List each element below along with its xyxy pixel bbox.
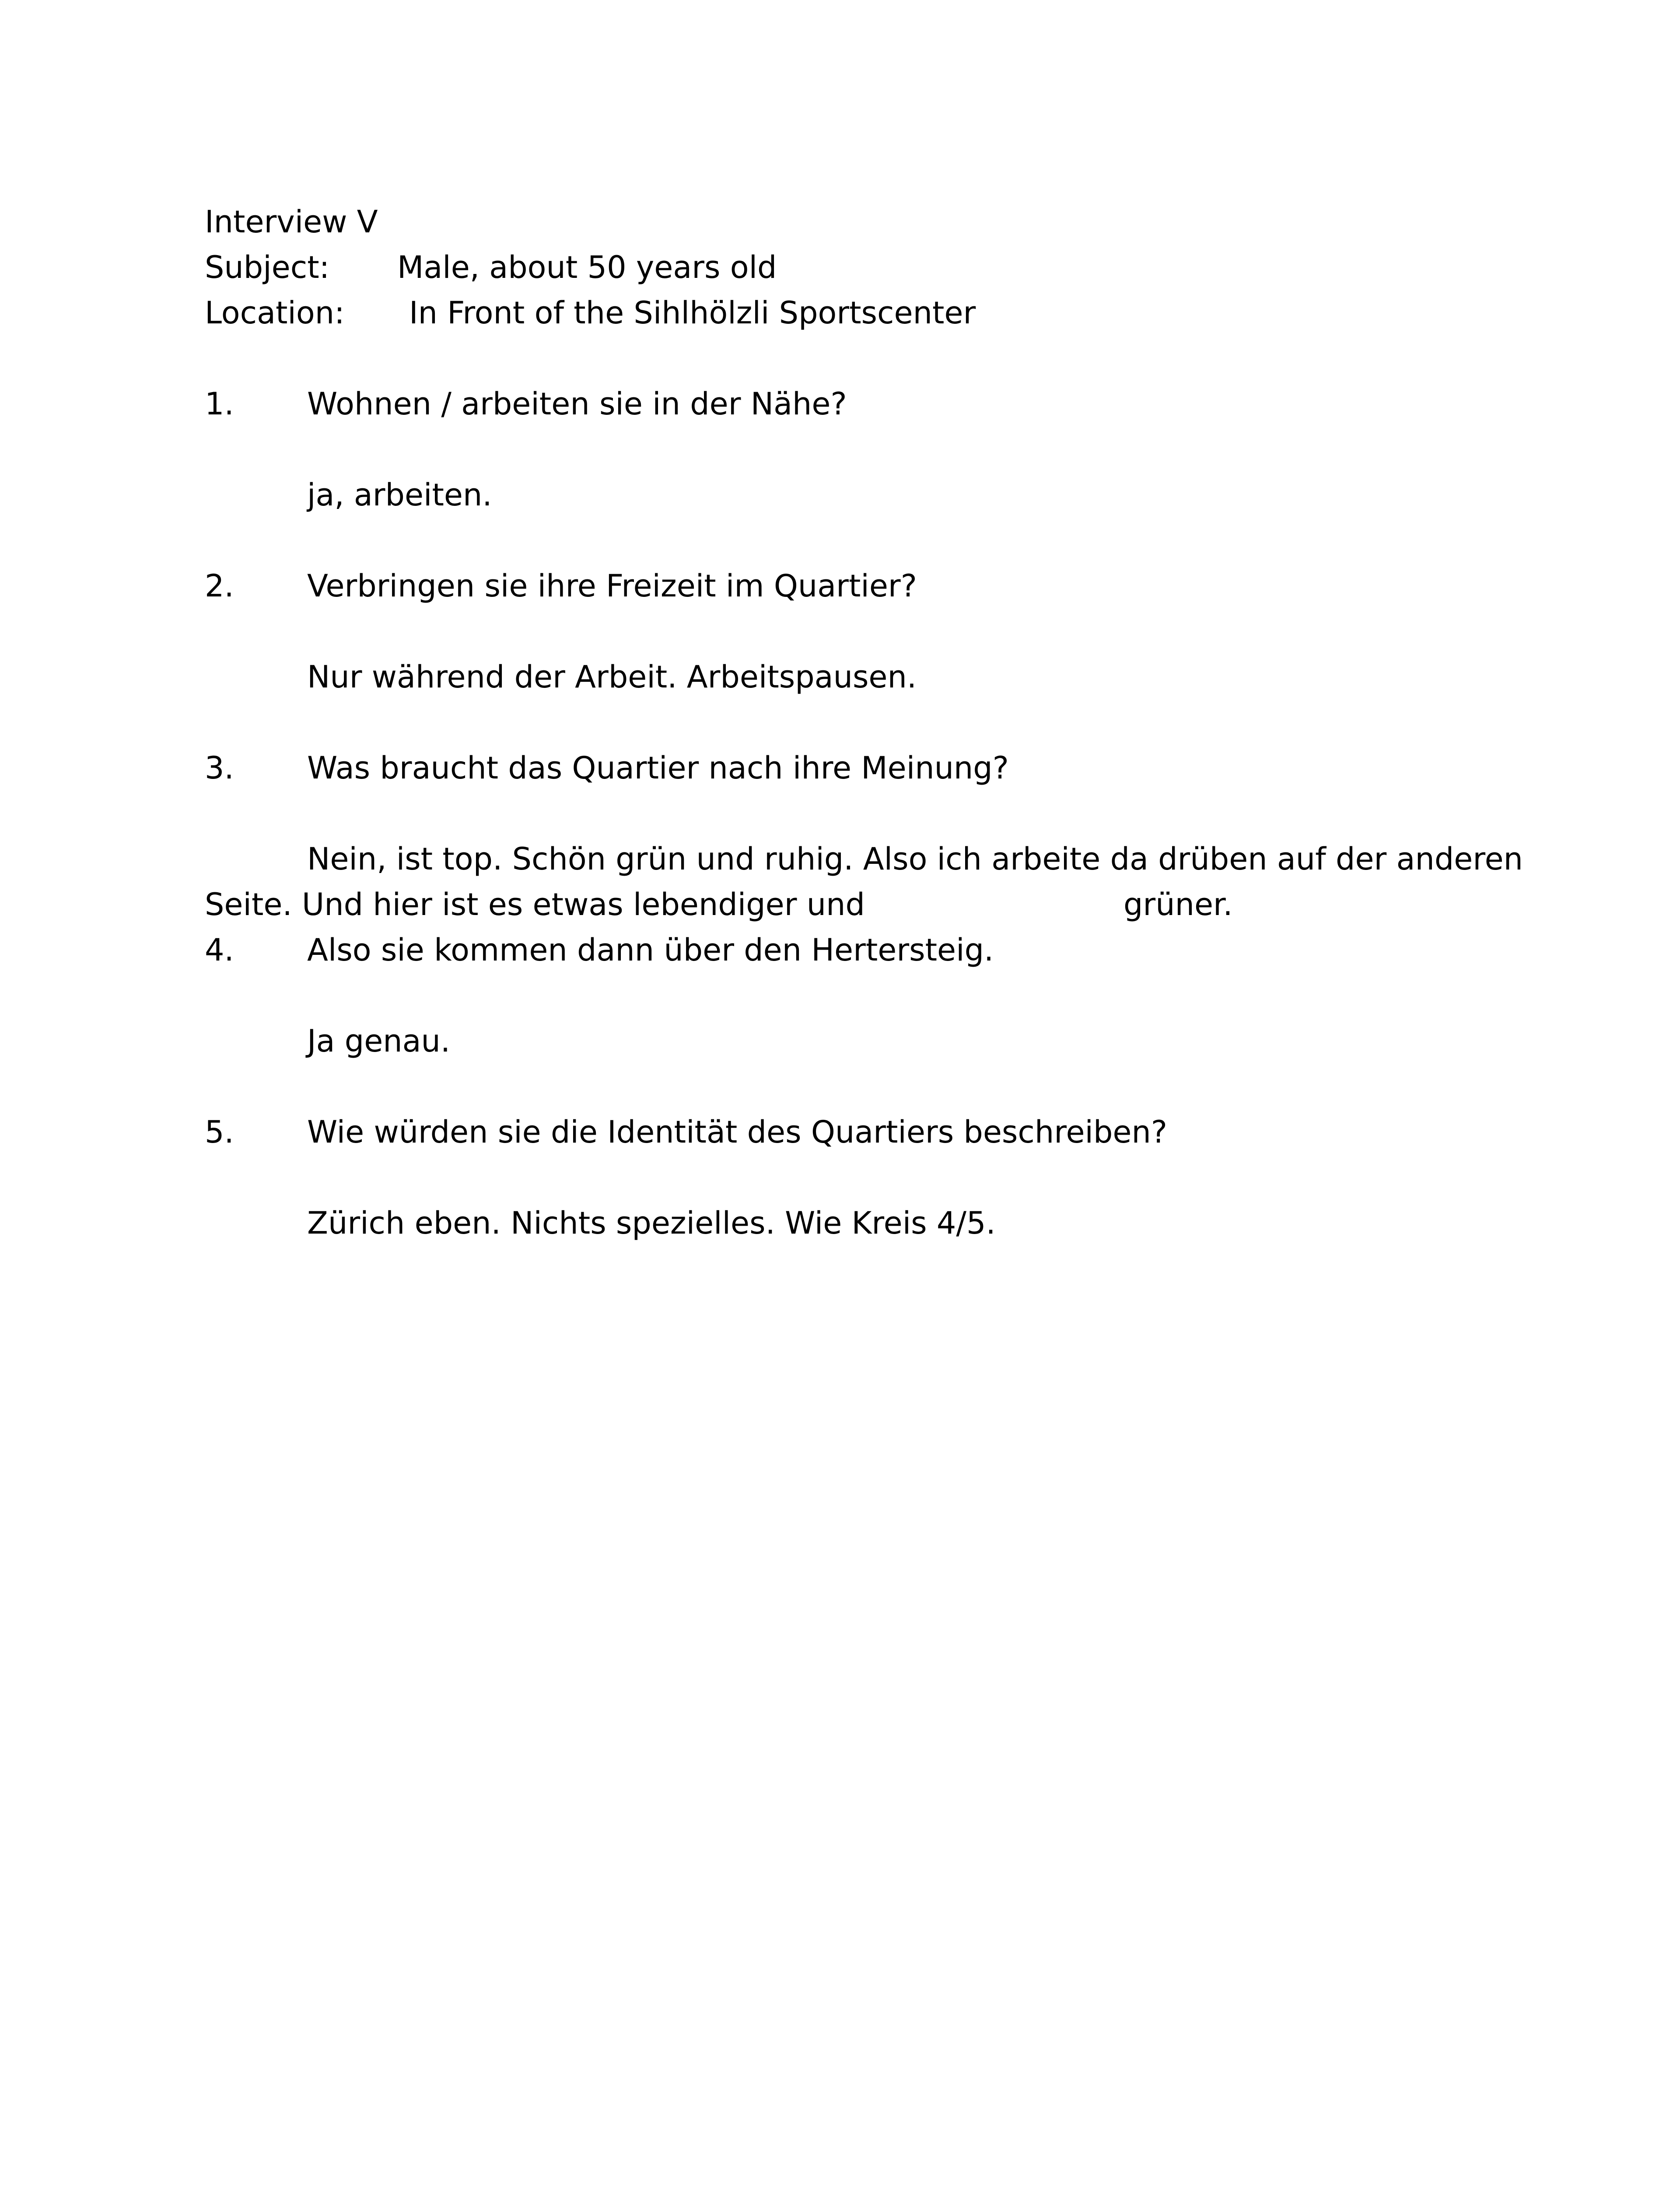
- answer-3-line-1: Nein, ist top. Schön grün und ruhig. Also ich arbeite da drüben auf der anderen: [307, 841, 1523, 877]
- question-number-1: 1.: [205, 386, 234, 422]
- question-3: Was braucht das Quartier nach ihre Meinung?: [307, 750, 1009, 786]
- question-number-5: 5.: [205, 1114, 234, 1150]
- question-1: Wohnen / arbeiten sie in der Nähe?: [307, 386, 847, 422]
- location-value: In Front of the Sihlhölzli Sportscenter: [409, 295, 976, 331]
- subject-value: Male, about 50 years old: [397, 249, 777, 285]
- subject-label: Subject:: [205, 249, 330, 285]
- answer-5: Zürich eben. Nichts spezielles. Wie Kreis 4/5.: [307, 1205, 996, 1241]
- question-number-4: 4.: [205, 932, 234, 968]
- question-number-3: 3.: [205, 750, 234, 786]
- answer-1: ja, arbeiten.: [307, 477, 492, 513]
- answer-2: Nur während der Arbeit. Arbeitspausen.: [307, 659, 917, 695]
- answer-3-line-2: Seite. Und hier ist es etwas lebendiger und: [205, 887, 865, 922]
- answer-3-line-2-end: grüner.: [1124, 887, 1233, 922]
- answer-4: Ja genau.: [307, 1023, 451, 1059]
- interview-title: Interview V: [205, 204, 378, 240]
- question-2: Verbringen sie ihre Freizeit im Quartier?: [307, 568, 917, 604]
- question-5: Wie würden sie die Identität des Quartiers beschreiben?: [307, 1114, 1168, 1150]
- question-4: Also sie kommen dann über den Hertersteig.: [307, 932, 994, 968]
- question-number-2: 2.: [205, 568, 234, 604]
- location-label: Location:: [205, 295, 345, 331]
